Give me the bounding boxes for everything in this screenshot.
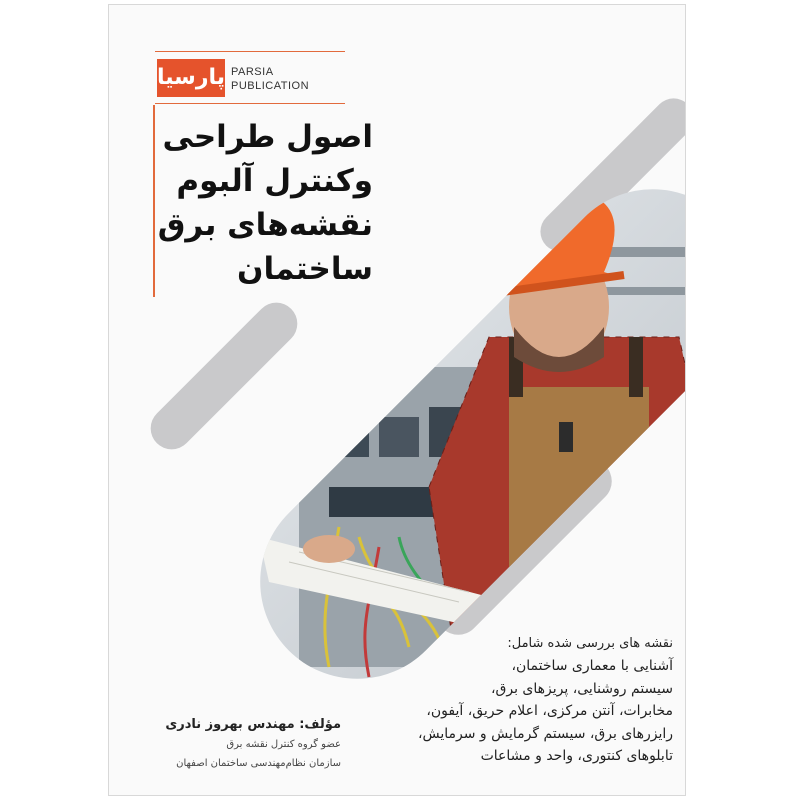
author-organization: سازمان نظام‌مهندسی ساختمان اصفهان bbox=[176, 758, 341, 769]
description-line: رایزرهای برق، سیستم گرمایش و سرمایش، bbox=[417, 725, 673, 742]
description-heading: نقشه های بررسی شده شامل: bbox=[507, 636, 673, 651]
publisher-name-line2: PUBLICATION bbox=[231, 80, 310, 92]
title-line: نقشه‌های برق bbox=[157, 207, 373, 243]
title-line: ساختمان bbox=[236, 251, 373, 287]
electrician-photo bbox=[259, 187, 686, 681]
description-line: آشنایی با معماری ساختمان، bbox=[511, 658, 673, 674]
title-line: اصول طراحی bbox=[162, 119, 373, 155]
author-name: مؤلف: مهندس بهروز نادری bbox=[165, 717, 341, 732]
author-role: عضو گروه کنترل نقشه برق bbox=[226, 739, 341, 750]
publisher-name bbox=[231, 65, 309, 93]
description-line: مخابرات، آنتن مرکزی، اعلام حریق، آیفون، bbox=[426, 703, 673, 719]
logo-bottom-line bbox=[155, 103, 345, 104]
description-line: سیستم روشنایی، پریزهای برق، bbox=[490, 680, 673, 697]
book-cover bbox=[108, 4, 686, 796]
title-line: وکنترل آلبوم bbox=[176, 163, 373, 199]
publisher-logo-mark: پارسیا bbox=[157, 59, 225, 97]
publisher-name-line1: PARSIA bbox=[231, 66, 274, 78]
description-line: تابلوهای کنتوری، واحد و مشاعات bbox=[480, 748, 673, 764]
author-block bbox=[165, 715, 341, 773]
contents-description bbox=[373, 633, 673, 768]
logo-top-line bbox=[155, 51, 345, 52]
